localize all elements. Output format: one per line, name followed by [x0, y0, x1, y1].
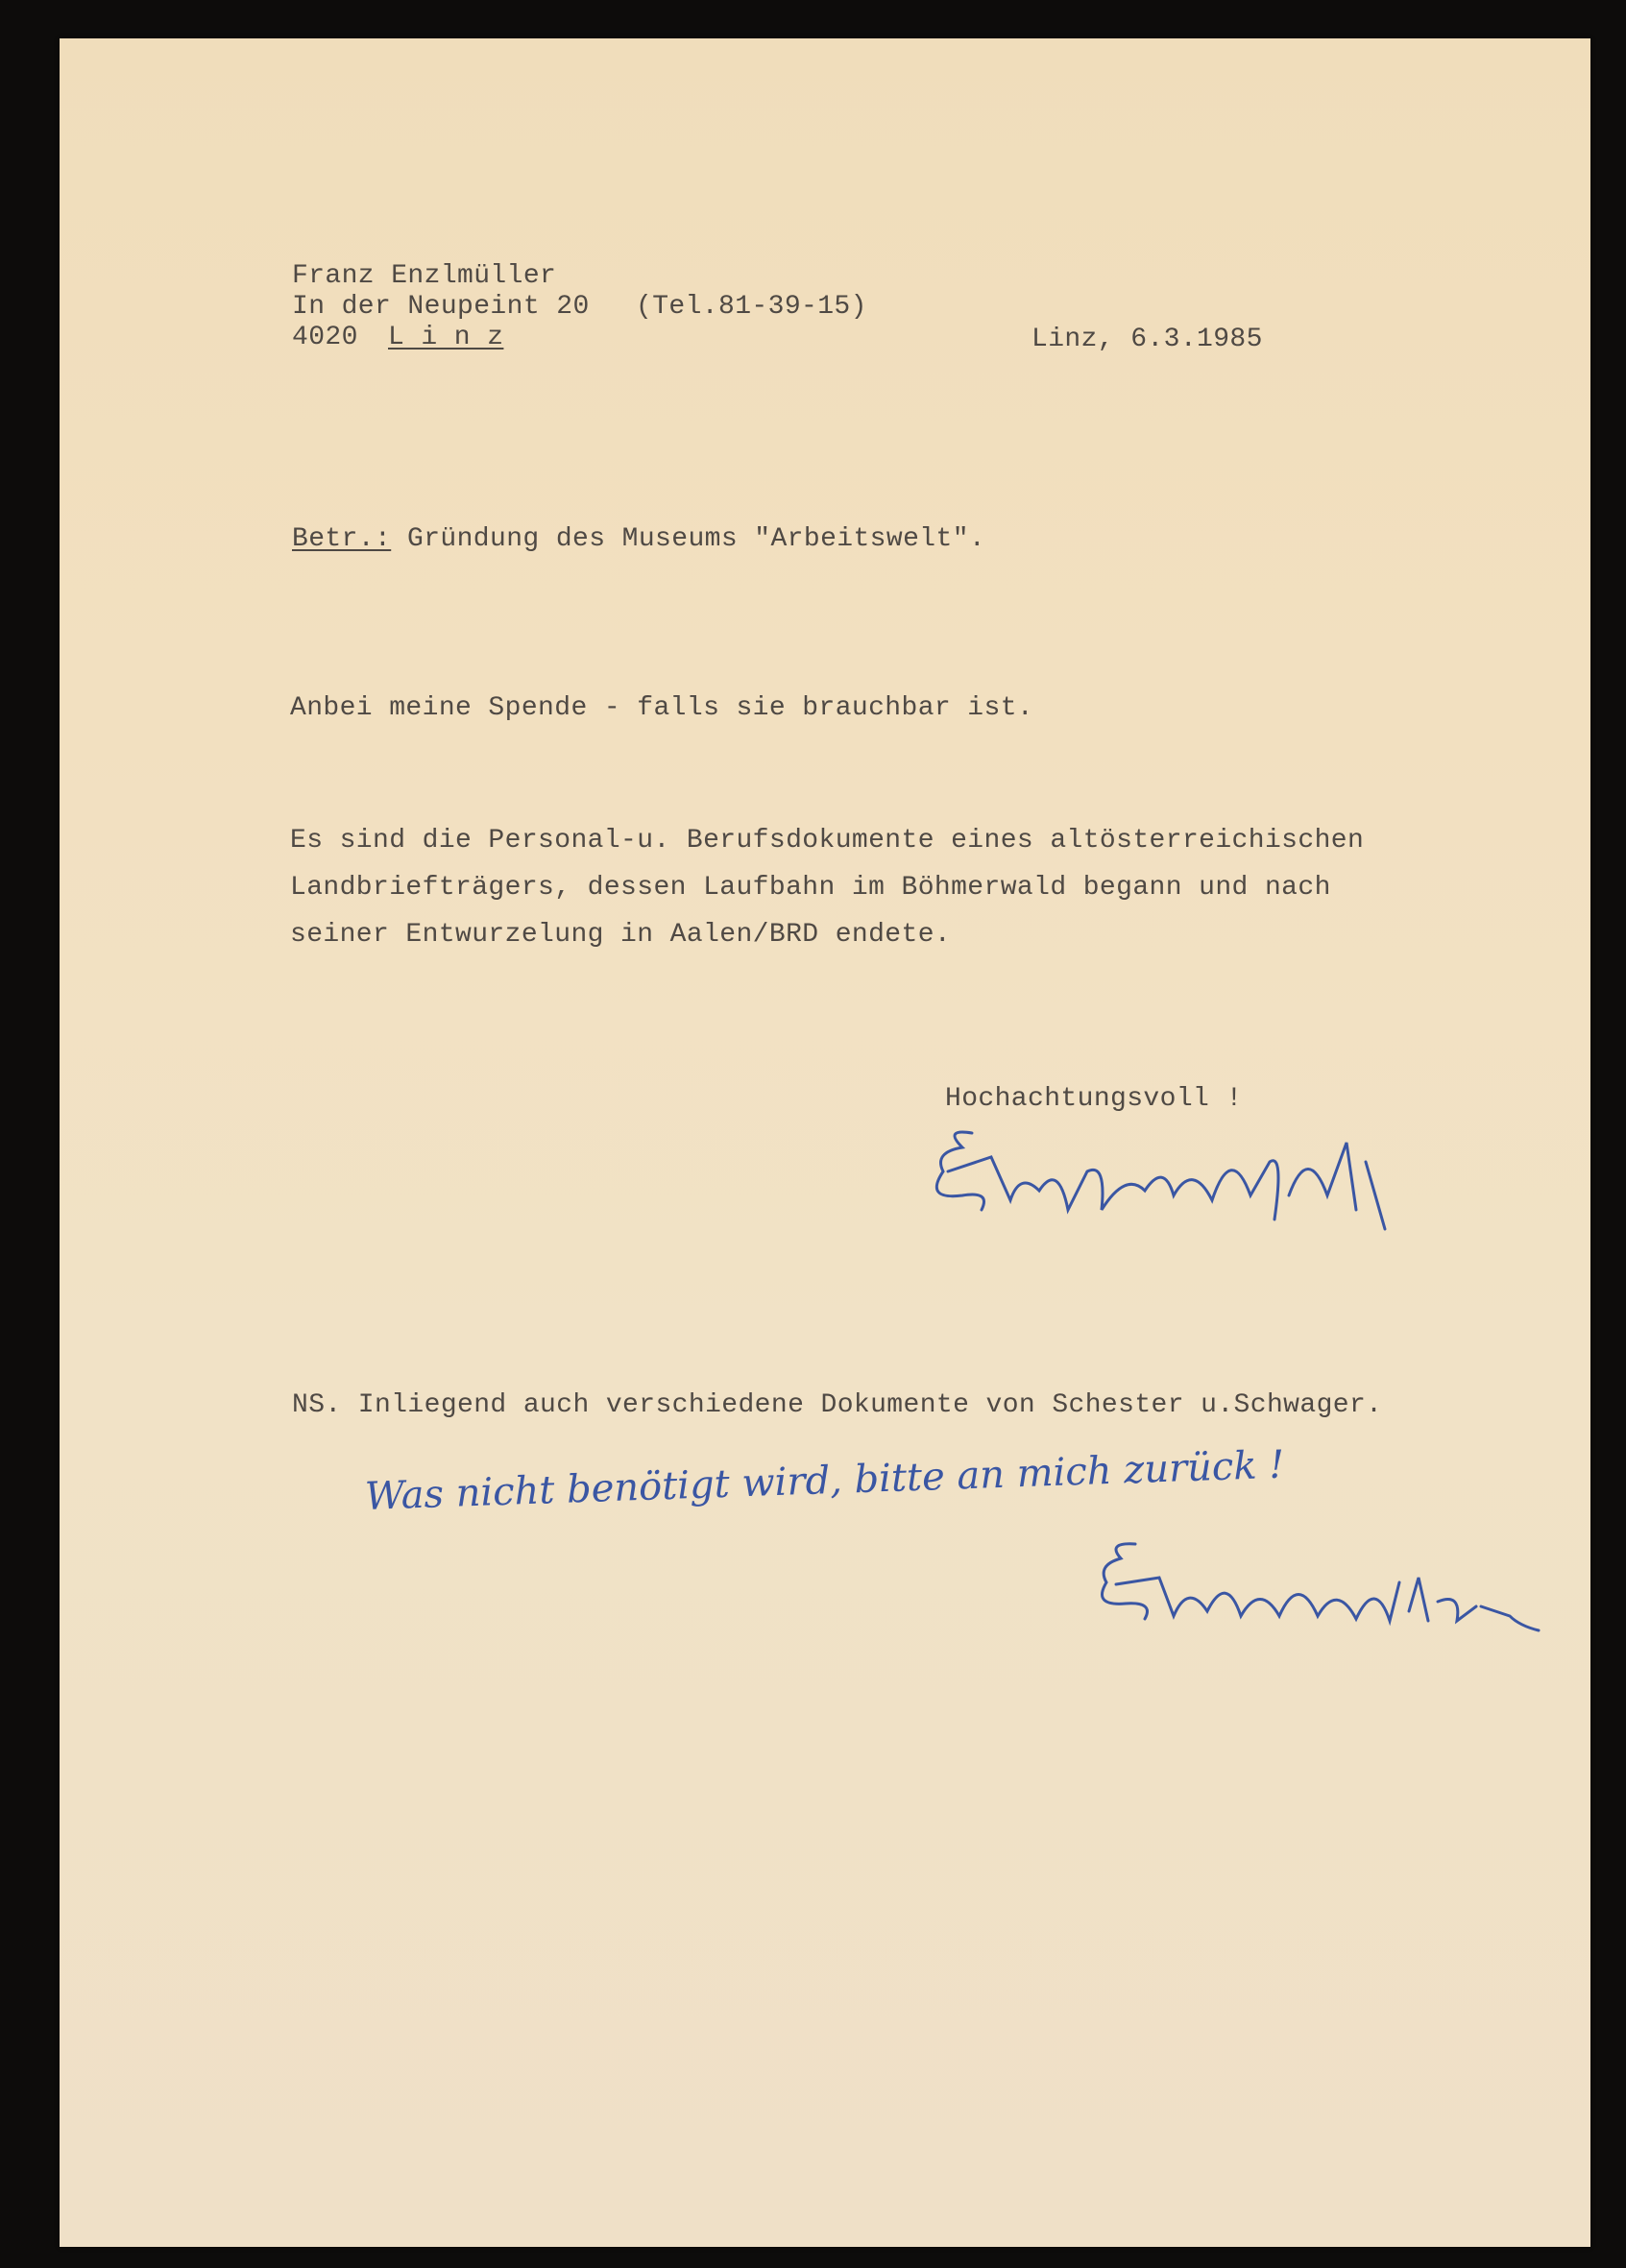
body-line: Anbei meine Spende - falls sie brauchbar ist. — [290, 693, 1034, 723]
letter-sheet — [60, 38, 1590, 2247]
sender-name: Franz Enzlmüller — [292, 261, 557, 291]
sender-city: L i n z — [388, 323, 504, 352]
postscript: NS. Inliegend auch verschiedene Dokumente von Schester u.Schwager. — [292, 1390, 1383, 1420]
sender-postcode: 4020 — [292, 323, 358, 352]
signature-icon — [905, 1104, 1500, 1258]
body-paragraph-line: Landbriefträgers, dessen Laufbahn im Böhmerwald begann und nach — [290, 873, 1331, 903]
closing: Hochachtungsvoll ! — [945, 1084, 1243, 1114]
signature-icon — [1068, 1525, 1606, 1659]
body-paragraph-line: Es sind die Personal-u. Berufsdokumente eines altösterreichischen — [290, 826, 1365, 856]
sender-phone: (Tel.81-39-15) — [636, 292, 867, 322]
letter-date: Linz, 6.3.1985 — [1031, 325, 1263, 354]
body-paragraph-line: seiner Entwurzelung in Aalen/BRD endete. — [290, 920, 952, 950]
subject-text: Gründung des Museums "Arbeitswelt". — [407, 524, 986, 554]
subject-label: Betr.: — [292, 524, 392, 554]
handwritten-note: Was nicht benötigt wird, bitte an mich zurück ! — [364, 1442, 1286, 1519]
sender-street: In der Neupeint 20 — [292, 292, 590, 322]
